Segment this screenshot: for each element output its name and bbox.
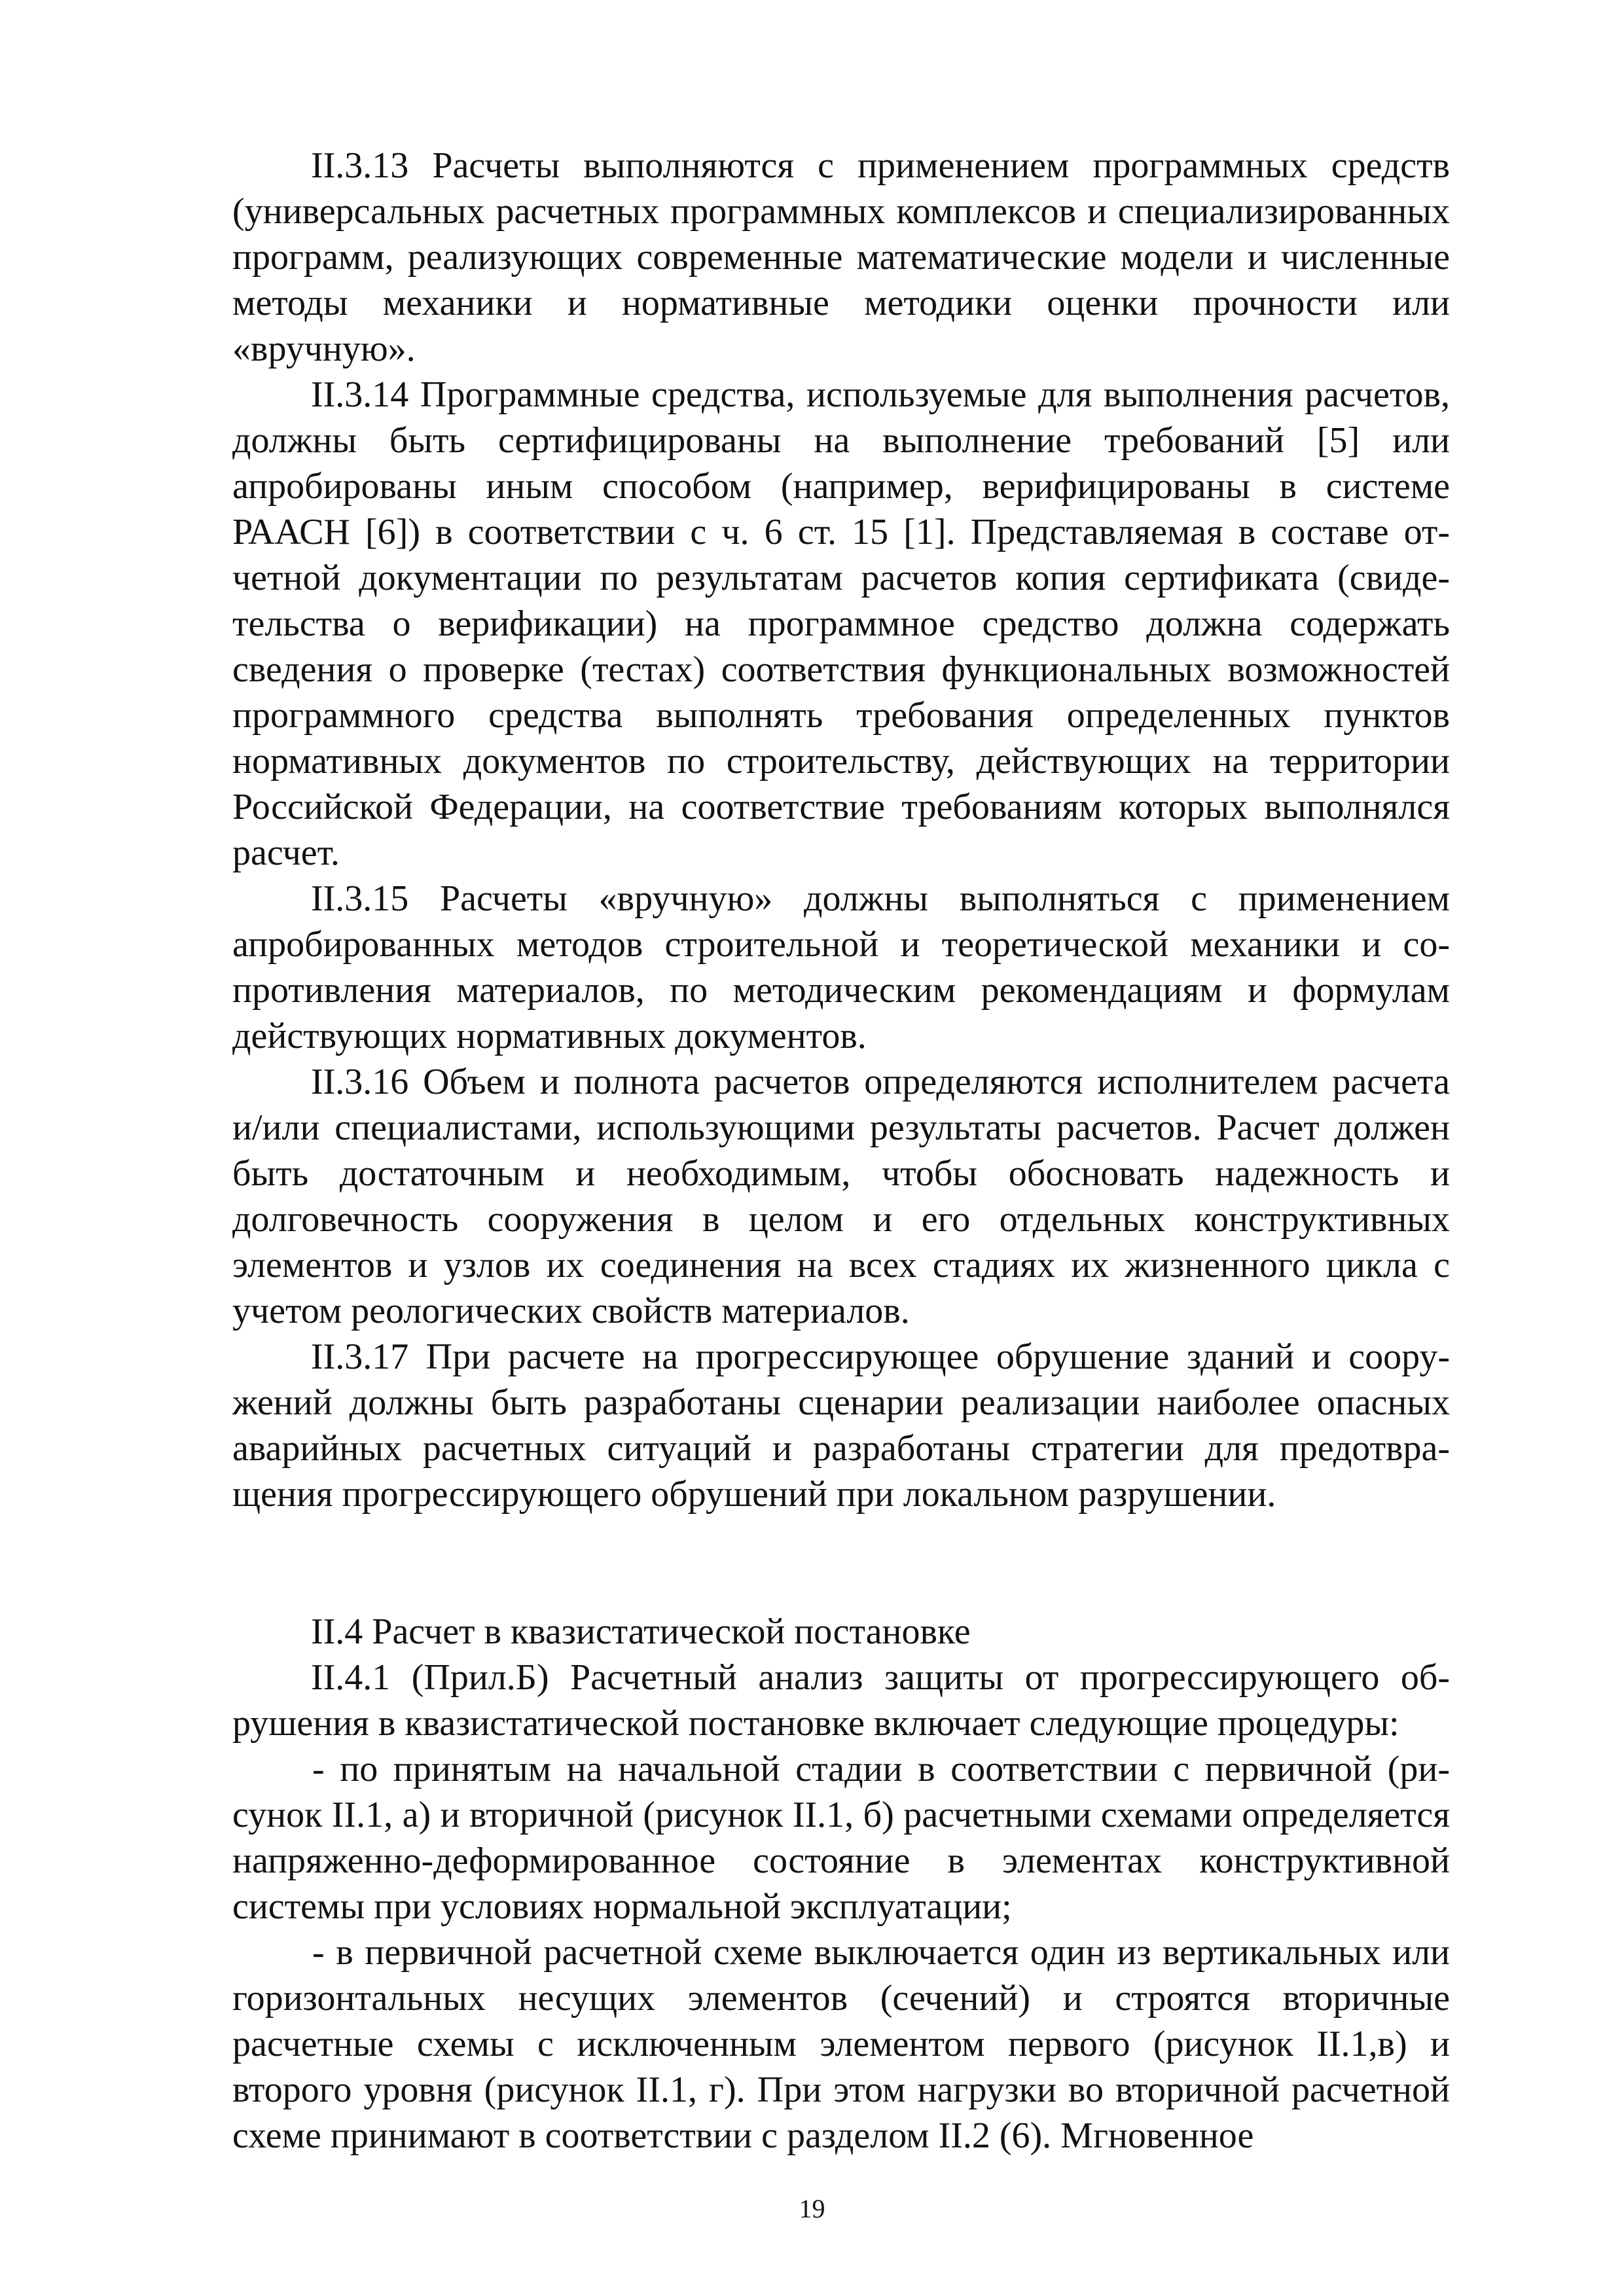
paragraph-ii-3-16: II.3.16 Объем и полнота расчетов определяются исполнителем расчета и/или специалистами, использующими результаты расчетов. Расчет должен быть достаточным и необходимым, чтобы обосновать надежность и долговечность сооружения в целом и его отдельных конструктивных элементов и узлов их соединения на всех стадиях их жизненного цикла с учетом реологических свойств материалов. [232, 1062, 1450, 1331]
paragraph-ii-3-17: II.3.17 При расчете на прогрессирующее обрушение зданий и сооружений должны быть разработаны сценарии реализации наиболее опасных аварийных расчетных ситуаций и разработаны стратегии для предотвращения прогрессирующего обрушений при локальном разрушении. [232, 1336, 1450, 1515]
paragraph-ii-3-15: II.3.15 Расчеты «вручную» должны выполняться с применением апробированных методов строительной и теоретической механики и сопротивления материалов, по методическим рекомендациям и формулам действующих нормативных документов. [232, 878, 1450, 1056]
paragraph-ii-3-14: II.3.14 Программные средства, используемые для выполнения расчетов, должны быть сертифицированы на выполнение требований [5] или апробированы иным способом (например, верифицированы в системе РААСН [6]) в соответствии с ч. 6 ст. 15 [1]. Представляемая в составе отчетной документации по результатам расчетов копия сертификата (свидетельства о верификации) на программное средство должна содержать сведения о проверке (тестах) соответствия функциональных возможностей программного средства выполнять требования определенных пунктов нормативных документов по строительству, действующих на территории Российской Федерации, на соответствие требованиям которых выполнялся расчет. [232, 374, 1450, 873]
list-item-dash-2: - в первичной расчетной схеме выключается один из вертикальных или горизонтальных несущих элементов (сечений) и строятся вторичные расчетные схемы с исключенным элементом первого (рисунок II.1,в) и второго уровня (рисунок II.1, г). При этом нагрузки во вторичной расчетной схеме принимают в соответствии с разделом II.2 (6). Мгновенное [232, 1932, 1450, 2156]
paragraph-ii-3-13: II.3.13 Расчеты выполняются с применением программных средств (универсальных расчетных программных комплексов и специализированных программ, реализующих современные математические модели и численные методы механики и нормативные методики оценки прочности или «вручную». [232, 145, 1450, 369]
page-number: 19 [799, 2194, 825, 2223]
section-title-ii-4: II.4 Расчет в квазистатической постановке [311, 1611, 971, 1652]
document-page [232, 143, 1450, 2159]
paragraph-ii-4-1: II.4.1 (Прил.Б) Расчетный анализ защиты от прогрессирующего обрушения в квазистатической постановке включает следующие процедуры: [232, 1657, 1450, 1744]
list-item-dash-1: - по принятым на начальной стадии в соответствии с первичной (рисунок II.1, а) и вторичной (рисунок II.1, б) расчетными схемами определяется напряженно-деформированное состояние в элементах конструктивной системы при условиях нормальной эксплуатации; [232, 1749, 1450, 1927]
